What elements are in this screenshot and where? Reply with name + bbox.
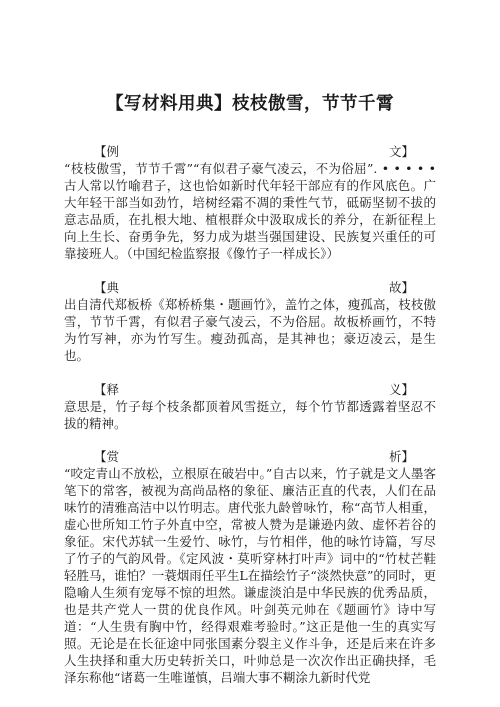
- section-heading-right: 故】: [388, 280, 414, 295]
- section-heading: [64, 448, 436, 465]
- section-heading-left: 【例: [94, 144, 120, 159]
- section-paragraph: 意思是，竹子每个枝条都顶着风雪挺立，每个竹节都透露着坚忍不拔的精神。: [64, 399, 436, 431]
- section-heading: [64, 143, 436, 160]
- section-example: [64, 143, 436, 262]
- section-heading-left: 【释: [94, 382, 120, 397]
- section-heading-left: 【典: [94, 280, 120, 295]
- section-heading-left: 【赏: [94, 449, 120, 464]
- spacer: [64, 364, 436, 381]
- section-paragraph: “枝枝傲雪，节节千霄”“有似君子豪气凌云，不为俗屈”. • • • • • 古人常以竹喻君子，这也恰如新时代年轻干部应有的作风底色。广大年轻干部当如劲竹，培树经霜不凋的秉性气节，砥砺坚韧不拔的意志品质，在扎根大地、植根群众中汲取成长的养分，在新征程上向上生长、奋勇争先，努力成为堪当强国建设、民族复兴重任的可靠接班人。（中国纪检监察报《像竹子一样成长》）: [64, 161, 436, 261]
- section-allusion: [64, 279, 436, 364]
- section-heading: [64, 279, 436, 296]
- spacer: [64, 262, 436, 279]
- section-heading-right: 义】: [388, 382, 414, 397]
- section-heading-right: 析】: [388, 449, 414, 464]
- page-title: 【写材料用典】枝枝傲雪，节节千霄: [106, 94, 394, 114]
- section-heading: [64, 381, 436, 398]
- section-paragraph: 出自清代郑板桥《郑桥桥集・题画竹》，盖竹之体，瘦孤高，枝枝傲雪，节节千霄，有似君子豪气凌云，不为俗屈。故板桥画竹，不特为竹写神，亦为竹写生。瘦劲孤高，是其神也；豪迈凌云，是生也。: [64, 297, 436, 363]
- section-paragraph: “咬定青山不放松，立根原在破岩中。”自古以来，竹子就是文人墨客笔下的常客，被视为高尚品格的象征、廉洁正直的代表，人们在品味竹的清雅高洁中以竹明志。唐代张九龄曾咏竹，称“高节人相重，虚心世所知工竹子外直中空，常被人赞为是谦逊内敛、虚怀若谷的象征。宋代苏轼一生爱竹、咏竹，与竹相伴，他的咏竹诗篇，写尽了竹子的气韵风骨。《定风波・莫听穿林打叶声》词中的“竹杖芒鞋轻胜马，谁怕？一蓑烟雨任平生L在描绘竹子“淡然快意”的同时，更隐喻人生须有宠辱不惊的坦然。谦虚淡泊是中华民族的优秀品质，也是共产党人一贯的优良作风。叶剑英元帅在《题画竹》诗中写道：“人生贵有胸中竹，经得艰难考验时。”这正是他一生的真实写照。无论是在长征途中同张国素分裂主义作斗争，还是后来在许多人生抉择和重大历史转折关口，叶帅总是一次次作出正确抉择，毛泽东称他“诸葛一生唯谨慎，吕端大事不糊涂九新时代党: [64, 466, 436, 685]
- section-heading-right: 文】: [388, 144, 414, 159]
- spacer: [64, 432, 436, 448]
- section-meaning: [64, 381, 436, 432]
- section-analysis: [64, 448, 436, 686]
